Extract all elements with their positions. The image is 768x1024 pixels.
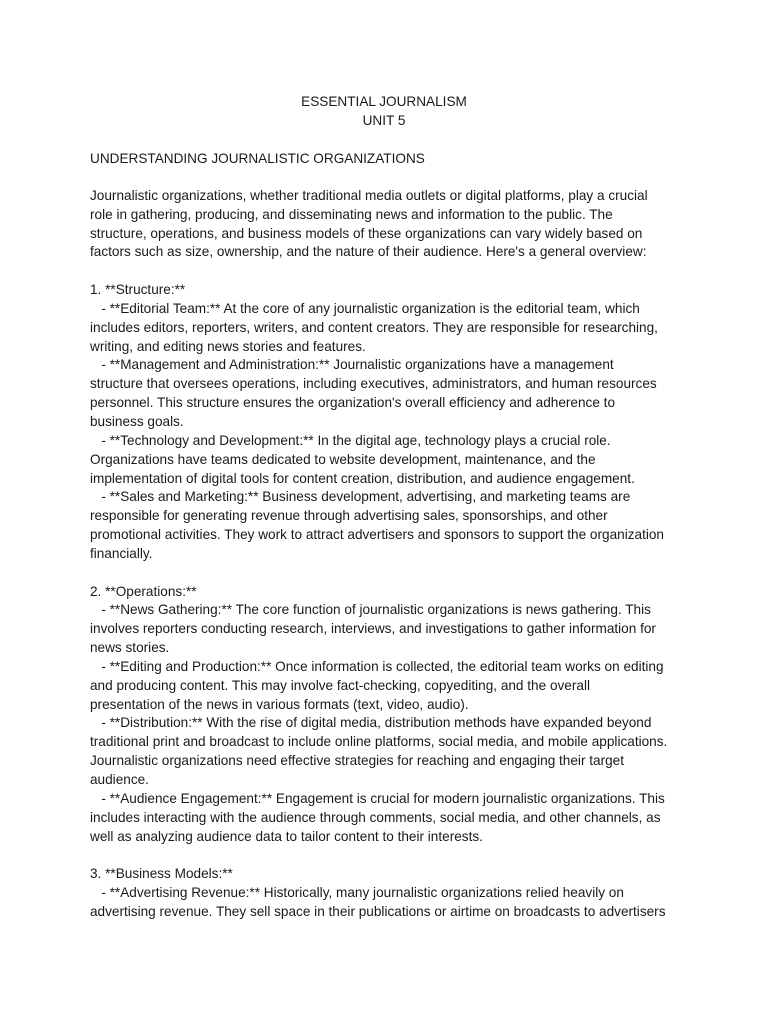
- text-line: structure, operations, and business models of these organizations can vary widely based on: [90, 225, 643, 241]
- structure-section: [90, 281, 690, 564]
- text-line: role in gathering, producing, and disseminating news and information to the public. The: [90, 206, 613, 222]
- document-body: [90, 149, 690, 922]
- text-line: personnel. This structure ensures the organization's overall efficiency and adherence to: [90, 395, 616, 411]
- text-line: audience.: [90, 772, 149, 787]
- text-line: includes interacting with the audience through comments, social media, and other channels, as: [90, 809, 661, 825]
- text-line: writing, and editing news stories and features.: [90, 338, 366, 354]
- business-models-section: [90, 865, 690, 922]
- operations-title: 2. **Operations:**: [90, 583, 197, 599]
- text-line: presentation of the news in various formats (text, video, audio).: [90, 696, 469, 712]
- text-line: well as analyzing audience data to tailor content to their interests.: [90, 828, 483, 844]
- text-line: - **Technology and Development:** In the digital age, technology plays a crucial role.: [90, 432, 611, 448]
- text-line: factors such as size, ownership, and the nature of their audience. Here's a general overview:: [90, 244, 647, 260]
- text-line: - **Editing and Production:** Once information is collected, the editorial team works on editing: [90, 658, 664, 674]
- text-line: Organizations have teams dedicated to website development, maintenance, and the: [90, 451, 596, 467]
- text-line: responsible for generating revenue through advertising sales, sponsorships, and other: [90, 508, 608, 524]
- text-line: - **Distribution:** With the rise of digital media, distribution methods have expanded beyond: [90, 715, 652, 731]
- text-line: and producing content. This may involve fact-checking, copyediting, and the overall: [90, 677, 590, 693]
- text-line: - **Sales and Marketing:** Business development, advertising, and marketing teams are: [90, 489, 631, 505]
- text-line: - **Audience Engagement:** Engagement is crucial for modern journalistic organizations. This: [90, 790, 665, 806]
- unit-label: UNIT 5: [362, 113, 406, 128]
- text-line: financially.: [90, 545, 153, 561]
- operations-section: [90, 583, 690, 847]
- text-line: - **Editorial Team:** At the core of any journalistic organization is the editorial team, which: [90, 300, 640, 316]
- text-line: traditional print and broadcast to include online platforms, social media, and mobile applications.: [90, 734, 668, 750]
- text-line: includes editors, reporters, writers, and content creators. They are responsible for researching,: [90, 319, 658, 335]
- text-line: advertising revenue. They sell space in their publications or airtime on broadcasts to advertisers: [90, 903, 666, 919]
- document-header: [0, 92, 768, 130]
- text-line: promotional activities. They work to attract advertisers and sponsors to support the organization: [90, 527, 664, 543]
- text-line: Journalistic organizations, whether traditional media outlets or digital platforms, play a crucial: [90, 187, 648, 203]
- text-line: Journalistic organizations need effective strategies for reaching and engaging their target: [90, 753, 625, 769]
- text-line: business goals.: [90, 413, 184, 429]
- structure-title: 1. **Structure:**: [90, 282, 186, 298]
- section-heading: UNDERSTANDING JOURNALISTIC ORGANIZATIONS: [90, 151, 425, 166]
- text-line: involves reporters conducting research, interviews, and investigations to gather information for: [90, 621, 656, 637]
- text-line: news stories.: [90, 640, 170, 656]
- text-line: - **Management and Administration:** Journalistic organizations have a management: [90, 357, 614, 373]
- text-line: structure that oversees operations, including executives, administrators, and human resources: [90, 376, 657, 392]
- document-title: ESSENTIAL JOURNALISM: [301, 94, 467, 109]
- text-line: - **News Gathering:** The core function of journalistic organizations is news gathering. This: [90, 602, 651, 618]
- intro-paragraph: [90, 187, 690, 262]
- text-line: - **Advertising Revenue:** Historically, many journalistic organizations relied heavily on: [90, 885, 624, 901]
- text-line: implementation of digital tools for content creation, distribution, and audience engagement.: [90, 470, 635, 486]
- business-models-title: 3. **Business Models:**: [90, 866, 233, 882]
